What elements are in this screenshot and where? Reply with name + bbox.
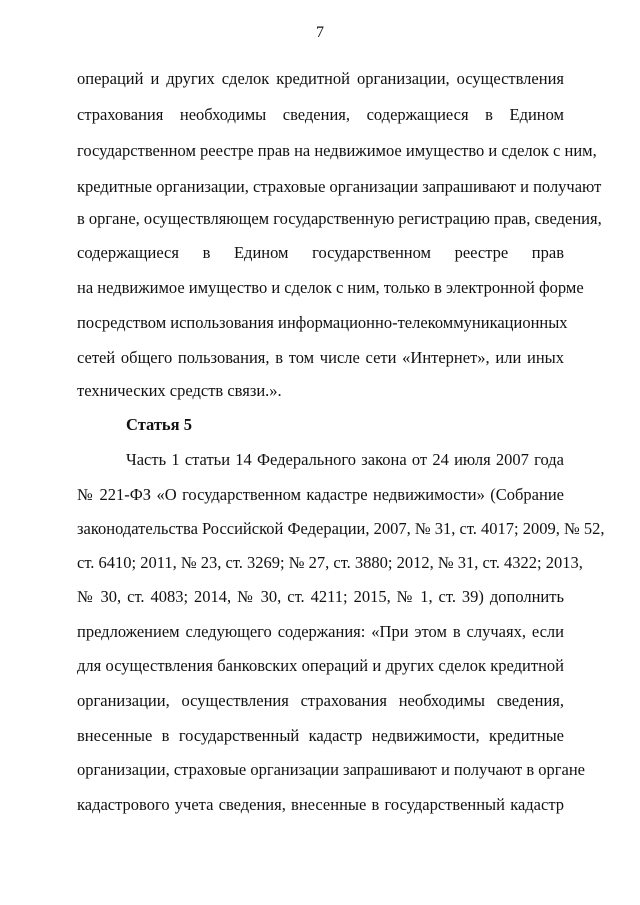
paragraph-first-line: Часть 1 статьи 14 Федерального закона от 24 июля 2007 года (126, 450, 564, 469)
text-line: № 30, ст. 4083; 2014, № 30, ст. 4211; 2015, № 1, ст. 39) дополнить (77, 587, 564, 606)
text-line: страхования необходимы сведения, содержащиеся в Едином (77, 105, 564, 124)
text-line: № 221-ФЗ «О государственном кадастре недвижимости» (Собрание (77, 485, 564, 504)
text-line: кадастрового учета сведения, внесенные в государственный кадастр (77, 795, 564, 814)
text-line: ст. 6410; 2011, № 23, ст. 3269; № 27, ст. 3880; 2012, № 31, ст. 4322; 2013, (77, 553, 583, 572)
text-line: организации, страховые организации запрашивают и получают в органе (77, 760, 585, 779)
article-heading: Статья 5 (126, 415, 192, 434)
text-line: для осуществления банковских операций и других сделок кредитной (77, 656, 564, 675)
text-line: технических средств связи.». (77, 381, 282, 400)
text-line: в органе, осуществляющем государственную регистрацию прав, сведения, (77, 209, 602, 228)
text-line: внесенные в государственный кадастр недвижимости, кредитные (77, 726, 564, 745)
text-line: законодательства Российской Федерации, 2007, № 31, ст. 4017; 2009, № 52, (77, 519, 605, 538)
text-line: содержащиеся в Едином государственном реестре прав (77, 243, 564, 262)
text-line: посредством использования информационно-телекоммуникационных (77, 313, 568, 332)
page-number: 7 (316, 24, 324, 41)
text-line: государственном реестре прав на недвижимое имущество и сделок с ним, (77, 141, 597, 160)
text-line: кредитные организации, страховые организации запрашивают и получают (77, 177, 602, 196)
text-line: организации, осуществления страхования необходимы сведения, (77, 691, 564, 710)
text-line: операций и других сделок кредитной организации, осуществления (77, 69, 564, 88)
text-line: на недвижимое имущество и сделок с ним, только в электронной форме (77, 278, 584, 297)
text-line: предложением следующего содержания: «При этом в случаях, если (77, 622, 564, 641)
text-line: сетей общего пользования, в том числе сети «Интернет», или иных (77, 348, 564, 367)
